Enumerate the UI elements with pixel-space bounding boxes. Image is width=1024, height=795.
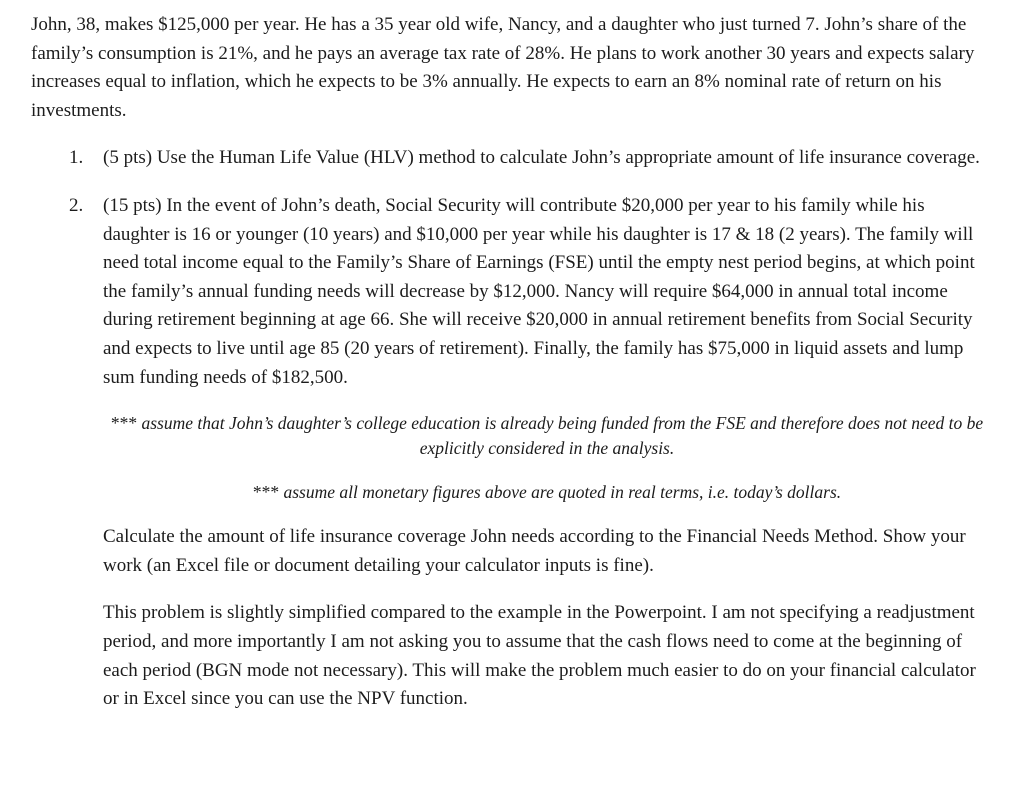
note-2-text: assume all monetary figures above are quoted in real terms, i.e. today’s dollars.	[283, 482, 842, 503]
instructions-paragraph: Calculate the amount of life insurance coverage John needs according to the Financial Needs Method. Show your work (an Excel file or document detailing your calculator inputs is fine).	[103, 526, 966, 576]
simplification-paragraph: This problem is slightly simplified compared to the example in the Powerpoint. I am not specifying a readjustment period, and more importantly I am not asking you to assume that the cash flows need to come at the beginning of each period (BGN mode not necessary). This will make the problem much easier to do on your financial calculator or in Excel since you can use the NPV function.	[103, 602, 976, 710]
note-1-stars: ***	[110, 413, 138, 434]
question-2-number: 2.	[69, 194, 84, 216]
note-1-text: assume that John’s daughter’s college education is already being funded from the FSE and therefore does not need to be explicitly considered in the analysis.	[141, 413, 984, 459]
question-1	[31, 144, 991, 173]
assignment-document	[31, 11, 991, 714]
question-1-number: 1.	[69, 147, 84, 169]
question-1-text: (5 pts) Use the Human Life Value (HLV) method to calculate John’s appropriate amount of life insurance coverage.	[103, 147, 980, 169]
intro-paragraph: John, 38, makes $125,000 per year. He has a 35 year old wife, Nancy, and a daughter who just turned 7. John’s share of the family’s consumption is 21%, and he pays an average tax rate of 28%. He plans to work another 30 years and expects salary increases equal to inflation, which he expects to be 3% annually. He expects to earn an 8% nominal rate of return on his investments.	[31, 14, 975, 121]
note-2-stars: ***	[252, 482, 280, 503]
question-2	[31, 192, 991, 392]
assumption-note-college	[103, 411, 991, 461]
question-list	[31, 144, 991, 392]
question-2-text: (15 pts) In the event of John’s death, Social Security will contribute $20,000 per year to his family while his daughter is 16 or younger (10 years) and $10,000 per year while his daughter is 17 & 18 (2 years). The family will need total income equal to the Family’s Share of Earnings (FSE) until the empty nest period begins, at which point the family’s annual funding needs will decrease by $12,000. Nancy will require $64,000 in annual total income during retirement beginning at age 66. She will receive $20,000 in annual retirement benefits from Social Security and expects to live until age 85 (20 years of retirement). Finally, the family has $75,000 in liquid assets and lump sum funding needs of $182,500.	[103, 194, 975, 388]
assumption-note-real-terms	[103, 480, 991, 505]
